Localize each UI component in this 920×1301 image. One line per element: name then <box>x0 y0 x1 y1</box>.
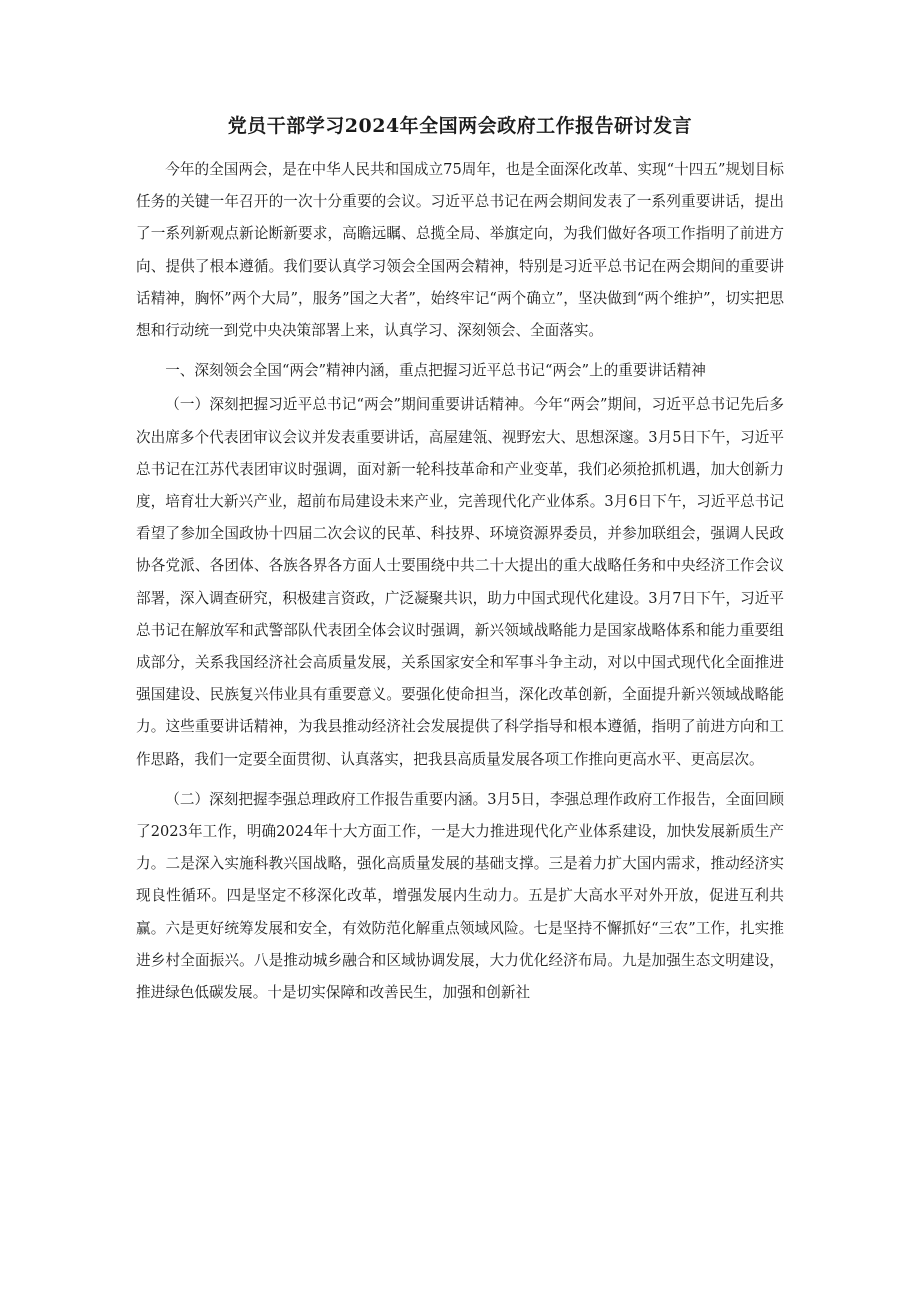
paragraph-spacer <box>136 347 784 355</box>
paragraph-spacer <box>136 776 784 784</box>
subsection-paragraph-2: （二）深刻把握李强总理政府工作报告重要内涵。3月5日，李强总理作政府工作报告，全面回顾了2023年工作，明确2024年十大方面工作，一是大力推进现代化产业体系建设，加快发展新质生产力。二是深入实施科教兴国战略，强化高质量发展的基础支撑。三是着力扩大国内需求，推动经济实现良性循环。四是坚定不移深化改革，增强发展内生动力。五是扩大高水平对外开放，促进互利共赢。六是更好统筹发展和安全，有效防范化解重点领域风险。七是坚持不懈抓好“三农”工作，扎实推进乡村全面振兴。八是推动城乡融合和区域协调发展，大力优化经济布局。九是加强生态文明建设，推进绿色低碳发展。十是切实保障和改善民生，加强和创新社 <box>136 790 784 1002</box>
intro-paragraph: 今年的全国两会，是在中华人民共和国成立75周年，也是全面深化改革、实现“十四五”规划目标任务的关键一年召开的一次十分重要的会议。习近平总书记在两会期间发表了一系列重要讲话，提出了一系列新观点新论断新要求，高瞻远瞩、总揽全局、举旗定向，为我们做好各项工作指明了前进方向、提供了根本遵循。我们要认真学习领会全国两会精神，特别是习近平总书记在两会期间的重要讲话精神，胸怀”两个大局”，服务”国之大者”，始终牢记“两个确立”，坚决做到“两个维护”，切实把思想和行动统一到党中央决策部署上来，认真学习、深刻领会、全面落实。 <box>136 161 784 340</box>
section-heading-1: 一、深刻领会全国“两会”精神内涵，重点把握习近平总书记“两会”上的重要讲话精神 <box>165 362 706 380</box>
subsection-paragraph-1: （一）深刻把握习近平总书记“两会”期间重要讲话精神。今年“两会”期间，习近平总书记先后多次出席多个代表团审议会议并发表重要讲话，高屋建瓴、视野宏大、思想深邃。3月5日下午，习近平总书记在江苏代表团审议时强调，面对新一轮科技革命和产业变革，我们必须抢抓机遇，加大创新力度，培育壮大新兴产业，超前布局建设未来产业，完善现代化产业体系。3月6日下午，习近平总书记看望了参加全国政协十四届二次会议的民革、科技界、环境资源界委员，并参加联组会，强调人民政协各党派、各团体、各族各界各方面人士要围绕中共二十大提出的重大战略任务和中央经济工作会议部署，深入调查研究，积极建言资政，广泛凝聚共识，助力中国式现代化建设。3月7日下午，习近平总书记在解放军和武警部队代表团全体会议时强调，新兴领域战略能力是国家战略体系和能力重要组成部分，关系我国经济社会高质量发展，关系国家安全和军事斗争主动，对以中国式现代化全面推进强国建设、民族复兴伟业具有重要意义。要强化使命担当，深化改革创新，全面提升新兴领域战略能力。这些重要讲话精神，为我县推动经济社会发展提供了科学指导和根本遵循，指明了前进方向和工作思路，我们一定要全面贯彻、认真落实，把我县高质量发展各项工作推向更高水平、更高层次。 <box>136 396 784 768</box>
document-page <box>136 110 784 1009</box>
document-title: 党员干部学习2024年全国两会政府工作报告研讨发言 <box>227 115 693 137</box>
